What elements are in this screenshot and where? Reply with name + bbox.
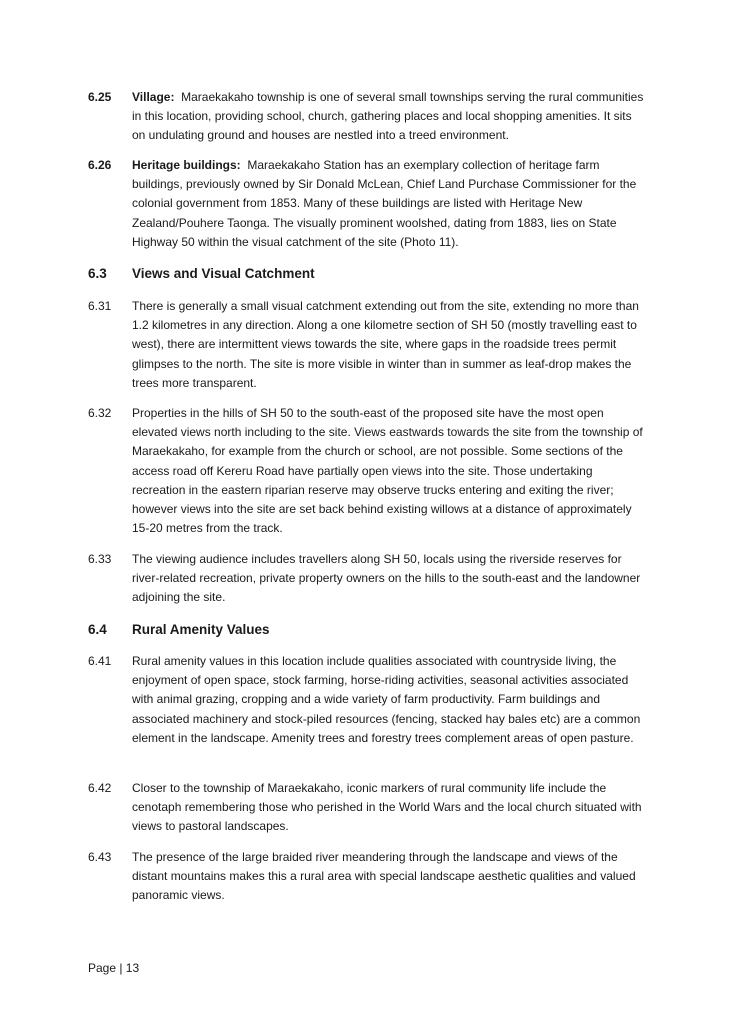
paragraph-text: Maraekakaho township is one of several small townships serving the rural communities in this location, providing school, church, gathering places and local shopping amenities. It sits on undulating ground and houses are nestled into a treed environment. (132, 90, 644, 143)
section-number: 6.3 (88, 266, 107, 281)
section-number: 6.4 (88, 622, 107, 637)
paragraph-6-32 (88, 404, 648, 538)
paragraph-number: 6.33 (88, 552, 112, 566)
section-title: Views and Visual Catchment (132, 266, 315, 281)
paragraph-text: Properties in the hills of SH 50 to the south-east of the proposed site have the most open elevated views north including to the site. Views eastwards towards the site from the township of Maraekakaho, for example from the church or school, are not possible. Some sections of the access road off Kereru Road have partially open views into the site. Those undertaking recreation in the eastern riparian reserve may observe trucks entering and exiting the river; however views into the site are set back behind existing willows at a distance of approximately 15-20 metres from the track. (132, 406, 643, 536)
paragraph-number: 6.32 (88, 406, 112, 420)
paragraph-6-43 (88, 848, 648, 906)
paragraph-6-33 (88, 550, 648, 608)
paragraph-6-26 (88, 156, 648, 252)
section-heading-6-3 (88, 265, 648, 283)
paragraph-label: Village: (132, 90, 175, 104)
paragraph-6-31 (88, 297, 648, 393)
paragraph-6-25 (88, 88, 648, 146)
paragraph-text: Rural amenity values in this location include qualities associated with countryside living, the enjoyment of open space, stock farming, horse-riding activities, seasonal activities associated with animal grazing, cropping and a wide variety of farm productivity. Farm buildings and associated machinery and stock-piled resources (fencing, stacked hay bales etc) are a common element in the landscape. Amenity trees and forestry trees complement areas of open pasture. (132, 654, 641, 745)
paragraph-text: Maraekakaho Station has an exemplary collection of heritage farm buildings, previously owned by Sir Donald McLean, Chief Land Purchase Commissioner for the colonial government from 1853. Many of these buildings are listed with Heritage New Zealand/Pouhere Taonga. The visually prominent woolshed, dating from 1883, lies on State Highway 50 within the visual catchment of the site (Photo 11). (132, 158, 637, 249)
paragraph-text: There is generally a small visual catchment extending out from the site, extending no more than 1.2 kilometres in any direction. Along a one kilometre section of SH 50 (mostly travelling east to west), there are intermittent views towards the site, where gaps in the roadside trees permit glimpses to the north. The site is more visible in winter than in summer as leaf-drop makes the trees more transparent. (132, 299, 639, 390)
paragraph-text: The presence of the large braided river meandering through the landscape and views of the distant mountains makes this a rural area with special landscape aesthetic qualities and valued panoramic views. (132, 850, 636, 903)
section-heading-6-4 (88, 621, 648, 639)
paragraph-text: Closer to the township of Maraekakaho, iconic markers of rural community life include the cenotaph remembering those who perished in the World Wars and the local church situated with views to pastoral landscapes. (132, 781, 642, 834)
section-title: Rural Amenity Values (132, 622, 270, 637)
paragraph-number: 6.42 (88, 781, 112, 795)
page-number-footer: Page | 13 (88, 961, 140, 975)
paragraph-number: 6.25 (88, 90, 112, 104)
paragraph-number: 6.43 (88, 850, 112, 864)
paragraph-label: Heritage buildings: (132, 158, 241, 172)
paragraph-text: The viewing audience includes travellers along SH 50, locals using the riverside reserves for river-related recreation, private property owners on the hills to the south-east and the landowner adjoining the site. (132, 552, 641, 605)
paragraph-number: 6.26 (88, 158, 112, 172)
paragraph-6-41 (88, 652, 648, 748)
paragraph-number: 6.41 (88, 654, 112, 668)
paragraph-number: 6.31 (88, 299, 112, 313)
paragraph-6-42 (88, 779, 648, 837)
